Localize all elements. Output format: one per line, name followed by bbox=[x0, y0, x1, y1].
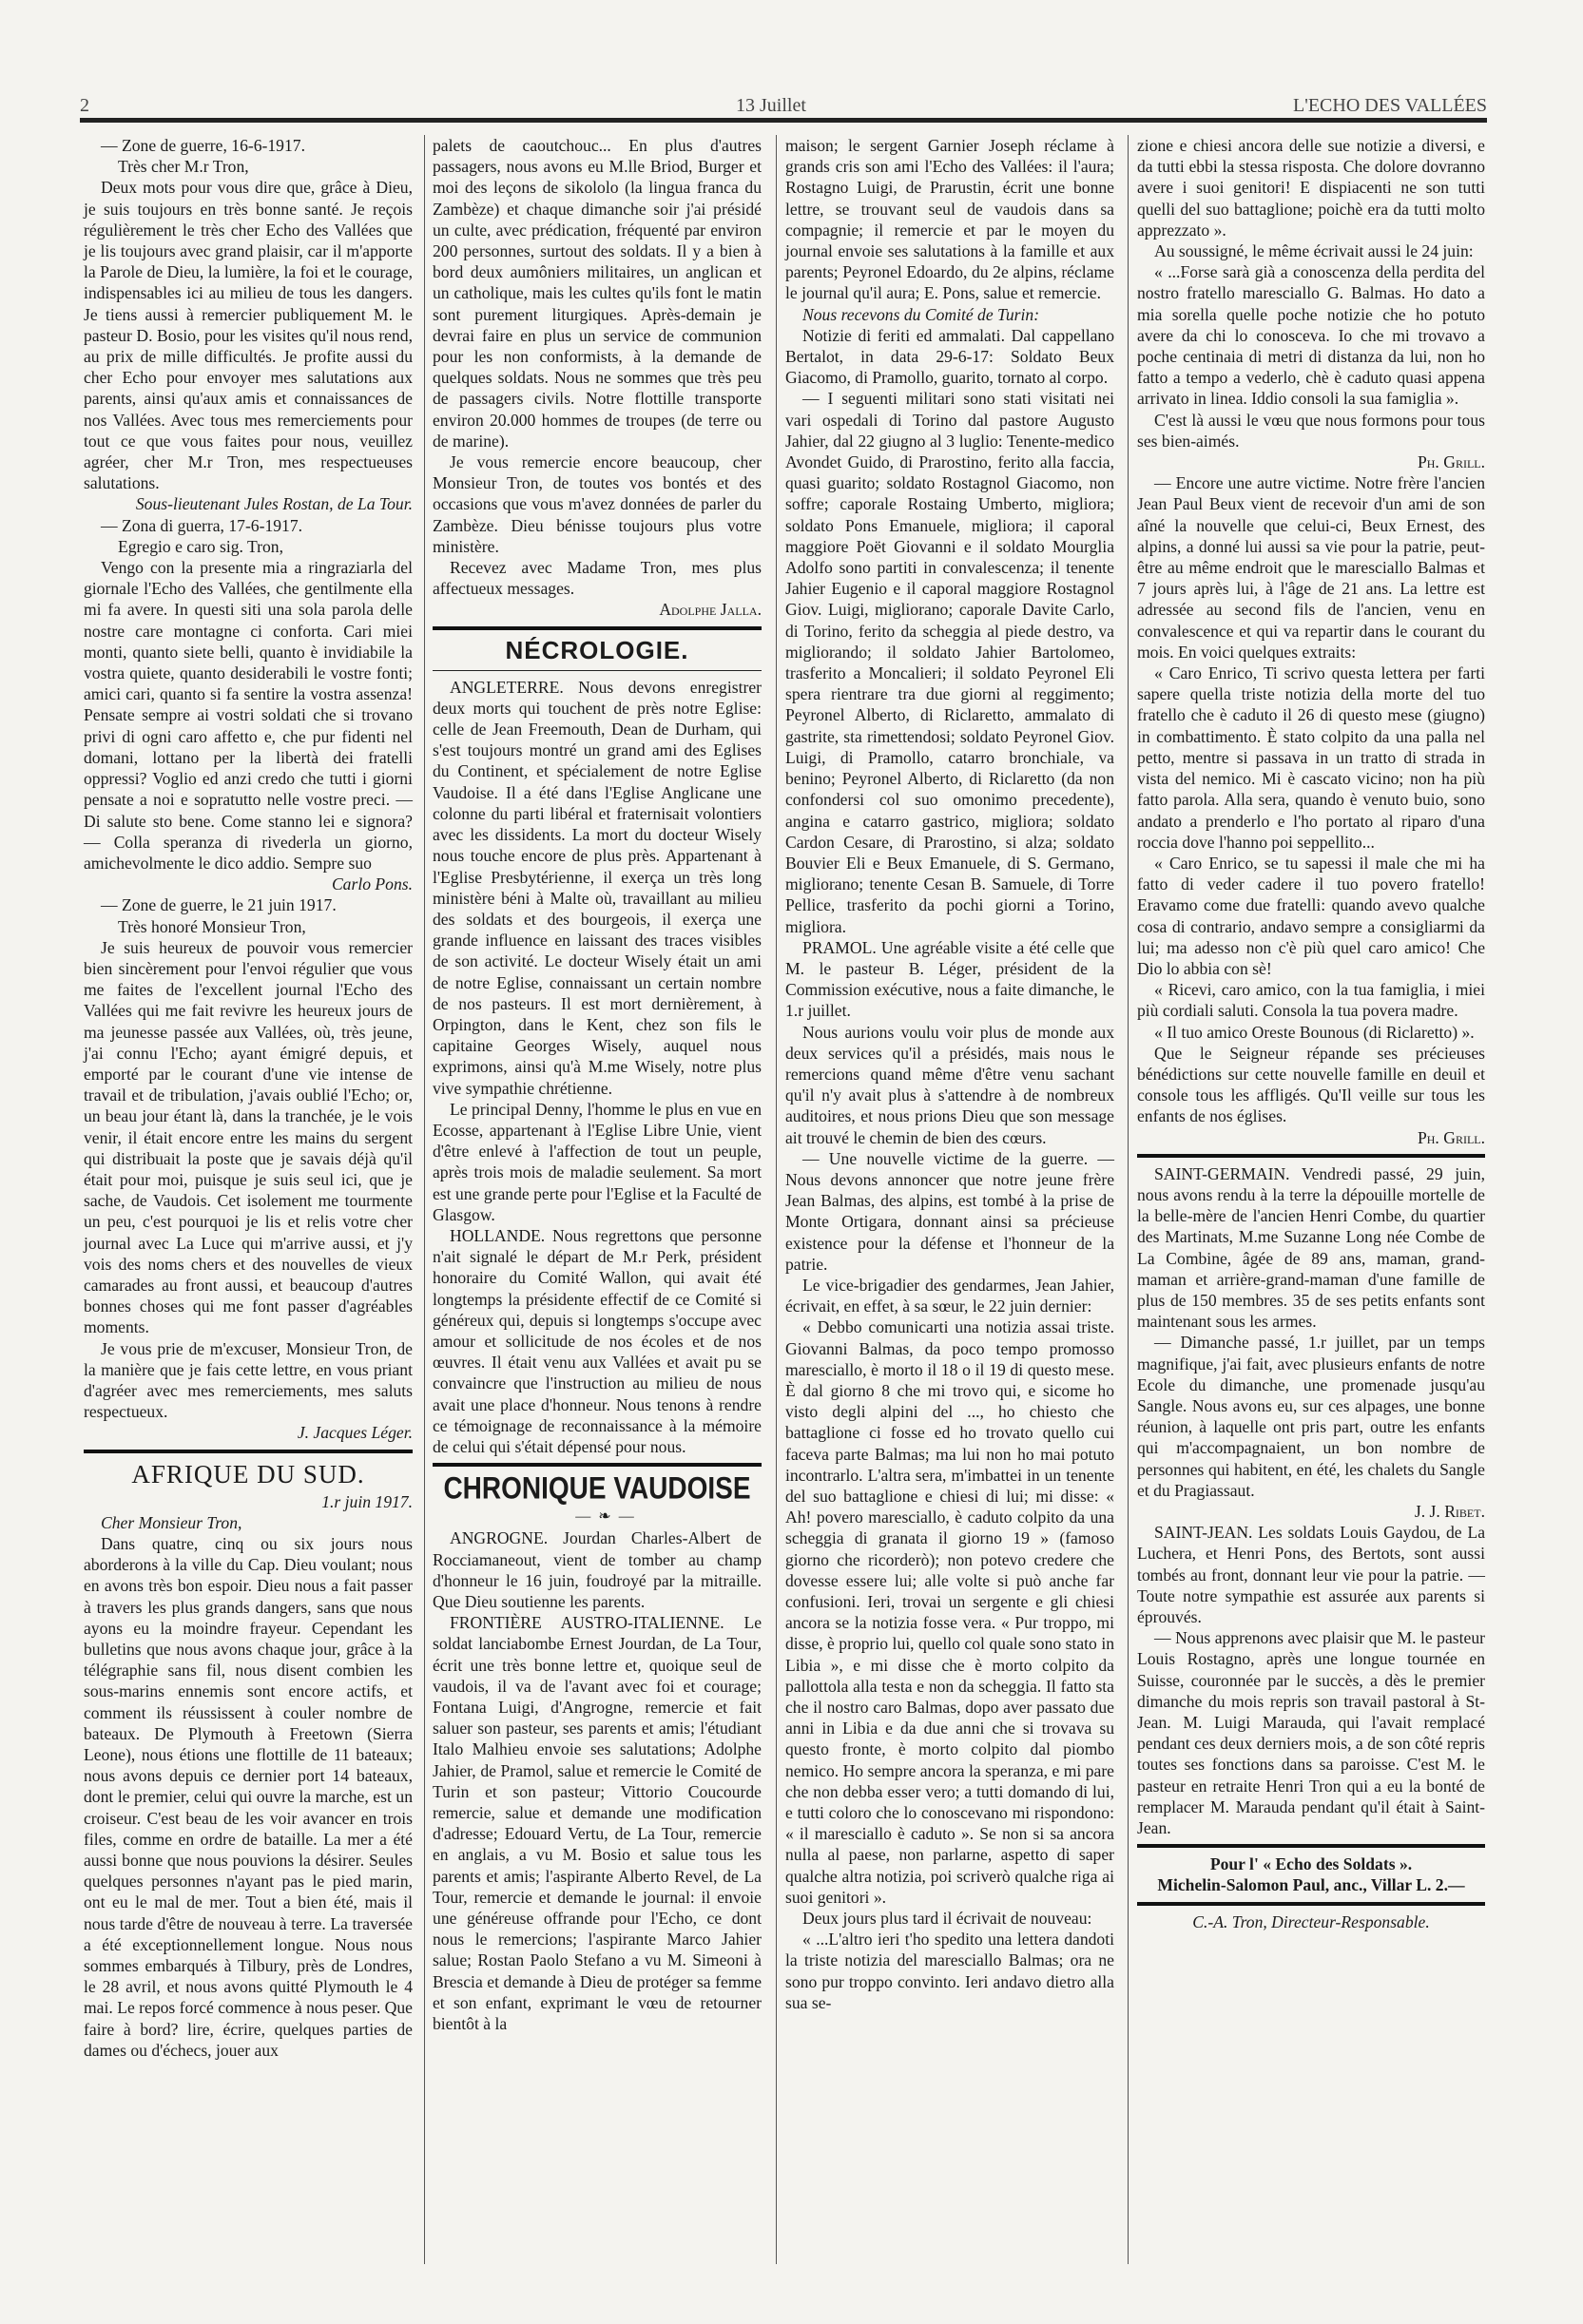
article-paragraph: Deux jours plus tard il écrivait de nouveau: bbox=[802, 1909, 1092, 1929]
article-paragraph: « ...Forse sarà già a conoscenza della perdita del nostro fratello maresciallo G. Balmas. Ho dato a mia sorella quelle poche notizie che ho potuto avere da chi lo conosceva. Io che mi trovavo a poche centinaia di metri di distanza da lui, non ho fatto a tempo a vederlo, chè è caduto quasi appena arrivato in linea. Iddio consoli la sua famiglia ». bbox=[1137, 262, 1485, 409]
article-paragraph: ANGROGNE. Jourdan Charles-Albert de Rocciamaneout, vient de tomber au champ d'honneur le 16 juin, foudroyé par la mitraille. Que Dieu soutienne les parents. bbox=[433, 1528, 762, 1611]
article-paragraph: Le principal Denny, l'homme le plus en vue en Ecosse, appartenant à l'Eglise Libre Unie, vient d'être enlevé à l'affection de tout un peuple, après trois mois de maladie seulement. Sa mort est une grande perte pour l'Eglise et la Faculté de Glasgow. bbox=[433, 1099, 762, 1224]
article-paragraph: « Caro Enrico, se tu sapessi il male che mi ha fatto di veder cadere il tuo povero fratello! Eravamo come due fratelli: quando avevo qualche cosa di contrario, andavo sempre a consigliarmi da lui; ma adesso non c'è più quel caro amico! Che Dio lo abbia con sè! bbox=[1137, 853, 1485, 978]
section-title-chronique: CHRONIQUE VAUDOISE bbox=[443, 1470, 751, 1506]
article-paragraph: ANGLETERRE. Nous devons enregistrer deux morts qui touchent de près notre Eglise: celle de Jean Freemouth, Dean de Durham, qui s'est toujours montré un grand ami des Eglises du Continent, et spécialement de notre Eglise Vaudoise. Il a été dans l'Eglise Anglicane une colonne du parti libéral et fraternisait volontiers avec les dissidents. La mort du docteur Wisely nous touche encore de plus près. Appartenant à l'Eglise Presbytérienne, il exerça un très long ministère béni à Malte où, travaillant au milieu des soldats et des bourgeois, il exerça une grande influence en laissant des traces visibles de son activité. Le docteur Wisely était un ami de notre Eglise, connaissant un certain nombre de nos pasteurs. Il est mort dernièrement, à Orpington, dans le Kent, chez son fils le capitaine Georges Wisely, auquel nous exprimons, ainsi qu'à M.me Wisely, notre plus vive sympathie chrétienne. bbox=[433, 677, 762, 1098]
article-paragraph: PRAMOL. Une agréable visite a été celle que M. le pasteur B. Léger, président de la Commission exécutive, nous a faite dimanche, le 1.r juillet. bbox=[785, 937, 1114, 1021]
page-number: 2 bbox=[80, 95, 89, 116]
letter-date: 1.r juin 1917. bbox=[321, 1491, 413, 1511]
letter-signature: J. Jacques Léger. bbox=[297, 1423, 413, 1443]
section-rule bbox=[1137, 1154, 1485, 1158]
letter-signature: Carlo Pons. bbox=[331, 874, 413, 894]
section-rule bbox=[433, 670, 762, 671]
article-paragraph: Nous aurions voulu voir plus de monde aux deux services qu'il a présidés, mais nous le remercions quand même d'être venu sachant qu'il n'y avait plus à s'attendre à de nombreux auditoires, et nous prions Dieu que son message ait trouvé le chemin de bien des cœurs. bbox=[785, 1022, 1114, 1147]
article-paragraph: — Encore une autre victime. Notre frère l'ancien Jean Paul Beux vient de recevoir d'un ami de son aîné la nouvelle que celui-ci, Beux Ernest, des alpins, a donné lui aussi sa vie pour la patrie, peut-être au même endroit que le maresciallo Balmas et 7 jours après lui, à l'âge de 21 ans. La lettre est adressée au second fils de l'ancien, venu en convalescence et qui va repartir dans le courant du mois. En voici quelques extraits: bbox=[1137, 473, 1485, 662]
page-header bbox=[80, 95, 1487, 114]
article-paragraph: Le vice-brigadier des gendarmes, Jean Jahier, écrivait, en effet, à sa sœur, le 22 juin dernier: bbox=[785, 1275, 1114, 1316]
article-paragraph: — I seguenti militari sono stati visitati nei vari ospedali di Torino dal pastore Augusto Jahier, dal 22 giugno al 3 luglio: Tenente-medico Avondet Guido, di Prarostino, ferito alla faccia, quasi guarito; soldato Rostagnol Giacomo, non soffre; caporale Rostaing Umberto, migliora; soldato Pons Emanuele, migliora; il caporal maggiore Poët Giovanni e il soldato Mourglia Adolfo sono partiti in convalescenza; il tenente Jahier Eugenio e il caporal maggiore Rostagnol Giov. Luigi, migliorano; caporale Davite Carlo, di Torino, ferito da scheggia al piede destro, va migliorando; il soldato Jahier Bartolomeo, trasferito a Moncalieri; il soldato Peyronel Eli spera rientrare tra due giorni al reggimento; Peyronel Alberto, di Riclaretto, ammalato di gastrite, sta rimettendosi; soldato Peyronel Giov. Luigi, di Pramollo, catarro bronchiale, va benino; Peyronel Alberto, di Riclaretto (da non confondersi col suo omonimo precedente), angina e catarro gastrico, migliora; soldato Cardon Cesare, di Prarostino, si alza; soldato Bouvier Eli e Beux Emanuele, di S. Germano, migliorano; tenente Cesan B. Samuele, di Torre Pellice, trasferito da pochi giorni a Torino, migliora. bbox=[785, 389, 1114, 936]
echo-title: Pour l' « Echo des Soldats ». bbox=[1209, 1854, 1413, 1874]
section-rule bbox=[1137, 1844, 1485, 1848]
letter-salutation: Très honoré Monsieur Tron, bbox=[118, 916, 306, 936]
article-paragraph: « ...L'altro ieri t'ho spedito una lettera dandoti la triste notizia del maresciallo Balmas; ora ne sono pur troppo convinto. Ieri andavo dietro alla sua se- bbox=[785, 1930, 1114, 2012]
article-paragraph: maison; le sergent Garnier Joseph réclame à grands cris son ami l'Echo des Vallées: il l'aura; Rostagno Luigi, de Prarustin, écrit une bonne lettre, se trouvant seul de vaudois dans sa compagnie; il remercie et par le moyen du journal envoie ses salutations à la famille et aux parents; Peyronel Edoardo, du 2e alpins, réclame le journal qu'il aura; E. Pons, salue et remercie. bbox=[785, 136, 1114, 303]
letter-body: Dans quatre, cinq ou six jours nous aborderons à la ville du Cap. Dieu voulant; nous en avons très bon espoir. Dieu nous a fait passer à travers les plus grands dangers, sans que nous ayons eu la moindre frayeur. Cependant les bulletins que nous avons chaque jour, grâce à la télégraphie sans fil, nous disent combien les sous-marins ennemis sont encore actifs, et comment ils réussissent à couler nombre de bateaux. De Plymouth à Freetown (Sierra Leone), nous étions une flottille de 11 bateaux; nous avons depuis ce dernier port 14 bateaux, dont le premier, celui qui ouvre la marche, est un croiseur. C'est beau de les voir avancer en trois files, comme en ordre de bataille. La mer a été aussi bonne que nous pouvions la désirer. Seules quelques personnes n'ayant pas le pied marin, ont eu le mal de mer. Tout a bien été, mais il nous tarde d'être de nouveau à terre. La traversée a été exceptionnellement longue. Nous nous sommes embarqués à Tilbury, près de Londres, le 28 avril, et nous avons quitté Plymouth le 4 mai. Le repos forcé commence à nous peser. Que faire à bord? lire, écrire, quelques parties de dames ou d'échecs, jouer aux bbox=[84, 1534, 413, 2060]
article-paragraph: SAINT-GERMAIN. Vendredi passé, 29 juin, nous avons rendu à la terre la dépouille mortelle de la belle-mère de l'ancien Henri Combe, du quartier des Martinats, M.me Suzanne Long née Combe de La Combine, âgée de 89 ans, maman, grand-maman et arrière-grand-maman d'une famille de plus de 150 membres. 35 de ses petits enfants sont maintenant sous les armes. bbox=[1137, 1163, 1485, 1332]
letter-body: Je vous prie de m'excuser, Monsieur Tron, de la manière que je fais cette lettre, en vous priant d'agréer avec mes remerciements, mes saluts respectueux. bbox=[84, 1338, 413, 1422]
article-paragraph: — Dimanche passé, 1.r juillet, par un temps magnifique, j'ai fait, avec plusieurs enfants de notre Ecole du dimanche, une promenade jusqu'au Sangle. Nous avons eu, sur ces alpages, une bonne réunion, à laquelle ont pris part, outre les enfants qui m'accompagnaient, un bon nombre de personnes qui habitent, en été, les chalets du Sangle et du Pragiassaut. bbox=[1137, 1333, 1485, 1500]
article-paragraph: Au soussigné, le même écrivait aussi le 24 juin: bbox=[1154, 241, 1474, 261]
letter-heading: — Zone de guerre, le 21 juin 1917. bbox=[101, 895, 337, 915]
letter-body: Je suis heureux de pouvoir vous remercier bien sincèrement pour l'envoi régulier que vous me faites de l'excellent journal l'Echo des Vallées qui me fait revivre les heureux jours de ma jeunesse passée aux Vallées, où, très jeune, j'ai connu l'Echo; ayant émigré depuis, et emporté par le courant d'une vie intense de travail et de tribulation, j'avais oublié l'Echo; or, un beau jour étant là, dans la tranchée, je le vois venir, il était encore entre les mains du sergent qui distribuait la poste que je savais déjà qu'il était pour moi, puisque je suis seul ici, que je sache, de Vaudois. Cet isolement me tourmente un peu, c'est pourquoi je lis et relis votre cher journal avec La Luce qui m'arrive aussi, et j'y vois des noms chers et des nouvelles de vieux camarades au front aussi, et beaucoup d'autres bonnes choses qui me font passer d'agréables moments. bbox=[84, 937, 413, 1337]
letter-signature: Sous-lieutenant Jules Rostan, de La Tour. bbox=[135, 494, 413, 514]
header-masthead: L'ECHO DES VALLÉES bbox=[1293, 95, 1487, 116]
article-signature: Ph. Grill. bbox=[1417, 452, 1485, 472]
column-4 bbox=[1137, 135, 1485, 1932]
section-title-necrologie: NÉCROLOGIE. bbox=[505, 635, 689, 664]
section-rule bbox=[433, 1463, 762, 1467]
article-paragraph: SAINT-JEAN. Les soldats Louis Gaydou, de La Luchera, et Henri Pons, des Bertots, sont aussi tombés au front, donnant leur vie pour la patrie. — Toute notre sympathie est assurée aux parents si éprouvés. bbox=[1137, 1523, 1485, 1627]
letter-salutation: Très cher M.r Tron, bbox=[118, 157, 249, 177]
article-paragraph: Nous recevons du Comité de Turin: bbox=[802, 304, 1040, 324]
section-title-afrique: AFRIQUE DU SUD. bbox=[131, 1459, 365, 1489]
director-line: C.-A. Tron, Directeur-Responsable. bbox=[1192, 1911, 1430, 1931]
article-paragraph: C'est là aussi le vœu que nous formons pour tous ses bien-aimés. bbox=[1137, 410, 1485, 451]
section-rule bbox=[1137, 1902, 1485, 1906]
article-signature: J. J. Ribet. bbox=[1414, 1502, 1485, 1521]
article-paragraph: « Caro Enrico, Ti scrivo questa lettera per farti sapere quella triste notizia della morte del tuo fratello che è caduto il 26 di questo mese (giugno) in combattimento. È stato colpito da una palla nel petto, mentre si passava in un tratto di strada in vista del nemico. Mi è cascato vicino; non ha più fatto parola. Alla sera, quando è venuto buio, sono andato a prenderlo e l'ho portato al riparo d'una roccia dove l'hanno poi seppellito... bbox=[1137, 663, 1485, 852]
letter-body: Deux mots pour vous dire que, grâce à Dieu, je suis toujours en très bonne santé. Je reçois régulièrement le très cher Echo des Vallées que je lis toujours avec grand plaisir, car il m'apporte la Parole de Dieu, la lumière, la foi et le courage, indispensables ici au milieu de tous les dangers. Je tiens aussi à remercier publiquement M. le pasteur D. Bosio, pour les visites qu'il nous rend, au prix de mille difficultés. Je profite aussi du cher Echo pour envoyer mes salutations aux parents, ainsi qu'aux amis et connaissances de nos Vallées. Avec tous mes remerciements pour tout ce que vous faites pour nous, veuillez agréer, cher M.r Tron, mes respectueuses salutations. bbox=[84, 178, 413, 493]
article-paragraph: — Nous apprenons avec plaisir que M. le pasteur Louis Rostagno, après une longue tournée en Suisse, couronnée par le succès, a dès le premier dimanche du mois repris son travail pastoral à St-Jean. M. Luigi Marauda, qui l'avait remplacé pendant ces deux derniers mois, a de son côté repris toutes ses fonctions dans sa paroisse. C'est M. le pasteur en retraite Henri Tron qui a eu la bonté de remplacer M. Marauda pendant qu'il était à Saint-Jean. bbox=[1137, 1628, 1485, 1838]
article-paragraph: zione e chiesi ancora delle sue notizie a diversi, e da tutti ebbi la stessa risposta. Che dolore dovranno avere i suoi genitori! E dispiacenti ne son tutti quelli del suo battaglione; poichè era da tutti molto apprezzato ». bbox=[1137, 136, 1485, 240]
letter-heading: — Zone de guerre, 16-6-1917. bbox=[101, 136, 305, 155]
article-signature: Ph. Grill. bbox=[1417, 1127, 1485, 1147]
section-rule bbox=[433, 626, 762, 630]
article-paragraph: « Il tuo amico Oreste Bounous (di Riclaretto) ». bbox=[1154, 1022, 1475, 1042]
letter-body: Je vous remercie encore beaucoup, cher Monsieur Tron, de toutes vos bontés et des occasions que vous m'avez données de parler du Zambèze. Dieu bénisse toujours plus votre ministère. bbox=[433, 452, 762, 556]
ornament-icon: — ❧ — bbox=[575, 1508, 636, 1526]
letter-salutation: Egregio e caro sig. Tron, bbox=[118, 536, 283, 556]
article-paragraph: « Ricevi, caro amico, con la tua famiglia, i miei più cordiali saluti. Consola la tua povera madre. bbox=[1137, 980, 1485, 1021]
column-divider bbox=[776, 135, 777, 2264]
column-3 bbox=[785, 135, 1114, 2013]
section-rule bbox=[84, 1450, 413, 1453]
article-paragraph: Notizie di feriti ed ammalati. Dal cappellano Bertalot, in data 29-6-17: Soldato Beux Giacomo, di Pramollo, guarito, tornato al corpo. bbox=[785, 325, 1114, 388]
column-divider bbox=[1128, 135, 1129, 2264]
article-paragraph: « Debbo comunicarti una notizia assai triste. Giovanni Balmas, da poco tempo promosso maresciallo, è morto il 18 o il 19 di questo mese. È dal giorno 8 che mi trovo qui, e sicome ho visto degli alpini del ..., ho chiesto che battaglione ci fosse ed ho trovato quello cui faceva parte Balmas; ma lui non ho mai potuto incontrarlo. L'altra sera, m'imbattei in un tenente del suo battaglione e chiesi di lui; mi disse: « Ah! povero maresciallo, è caduto colpito da una scheggia di granata il giorno 19 » (famoso giorno che ricorderò); non potevo credere che dovesse essere lui; alle volte si può anche far confusioni. Ieri, trovai un sergente e gli chiesi ancora se la notizia fosse vera. « Pur troppo, mi disse, è proprio lui, quello col quale sono stato in Libia », e mi disse che è morto colpito da pallottola alla testa e non da scheggia. Il fatto sta che il nostro caro Balmas, dopo aver passato due anni in Libia e da due anni che si trovava su questo fronte, è morto colpito dal piombo nemico. Ho sempre ancora la speranza, e mi pare che non debba esser vero; a tutti domando di lui, e tutti coloro che lo conoscevano mi rispondono: « il maresciallo è caduto ». Se non si sa ancora nulla al paese, non parlarne, aspetto di saper qualche altra notizia, poi scriverò qualche riga ai suoi genitori ». bbox=[785, 1317, 1114, 1907]
header-date: 13 Juillet bbox=[736, 95, 806, 116]
column-divider bbox=[424, 135, 425, 2264]
column-2 bbox=[433, 135, 762, 2034]
column-1 bbox=[84, 135, 413, 2061]
letter-body: Recevez avec Madame Tron, mes plus affectueux messages. bbox=[433, 558, 762, 599]
letter-signature: Adolphe Jalla. bbox=[659, 600, 762, 620]
letter-body: Vengo con la presente mia a ringraziarla del giornale l'Echo des Vallées, che gentilmente ella mi fa avere. In questi siti una sola parola delle nostre care montagne ci conforta. Cari miei monti, quanto siete belli, quanto è invidiabile la vostra quiete, quanto desiderabili le vostre fonti; amici cari, quanto si fa sentire la vostra assenza! Pensate sempre ai vostri soldati che si trovano privi di ogni caro affetto e, che pur fidenti nel domani, lottano per la libertà dei fratelli oppressi? Voglio ed anzi credo che tutti i giorni pensate a noi e sopratutto nelle vostre preci. — Di salute sto bene. Come stanno lei e signora? — Colla speranza di rivederla un giorno, amichevolmente le dico addio. Sempre suo bbox=[84, 558, 413, 873]
article-paragraph: HOLLANDE. Nous regrettons que personne n'ait signalé le départ de M.r Perk, président honoraire du Comité Wallon, qui avait été longtemps la présidente effectif de ce Comité si généreux qui, depuis si longtemps s'occupe avec amour et sollicitude de nos écoles et de nos œuvres. Il était venu aux Vallées et avait pu se convaincre que l'instruction au milieu de nous avait une place d'honneur. Nous tenons à rendre ce témoignage de reconnaissance à la mémoire de celui qui s'était dépensé pour nous. bbox=[433, 1225, 762, 1456]
header-rule bbox=[80, 118, 1487, 123]
letter-heading: — Zona di guerra, 17-6-1917. bbox=[101, 515, 303, 535]
letter-salutation: Cher Monsieur Tron, bbox=[101, 1512, 242, 1532]
article-paragraph: — Une nouvelle victime de la guerre. — Nous devons annoncer que notre jeune frère Jean Balmas, des alpins, est tombé à la prise de Monte Ortigara, donnant ainsi sa précieuse existence pour la défense et l'honneur de la patrie. bbox=[785, 1148, 1114, 1274]
letter-body: palets de caoutchouc... En plus d'autres passagers, nous avons eu M.lle Briod, Burger et moi des leçons de sikololo (la lingua franca du Zambèze) et chaque dimanche soir j'ai présidé un culte, avec prédication, fréquenté par environ 200 personnes, surtout des soldats. Il y a bien à bord deux aumôniers militaires, un anglican et un catholique, mais les cultes qu'ils font le matin sont purement liturgiques. Après-demain je devrai faire en plus un service de communion pour les non conformists, à la demande de quelques soldats. Nous ne sommes que très peu de passagers civils. Notre flottille transporte environ 20.000 hommes de troupes (de terre ou de marine). bbox=[433, 136, 762, 451]
article-paragraph: Que le Seigneur répande ses précieuses bénédictions sur cette nouvelle famille en deuil et console tous les affligés. Qu'Il veille sur tous les enfants de nos églises. bbox=[1137, 1043, 1485, 1126]
article-paragraph: FRONTIÈRE AUSTRO-ITALIENNE. Le soldat lanciabombe Ernest Jourdan, de La Tour, écrit une très bonne lettre et, quoique seul de vaudois, il va de l'avant avec foi et courage; Fontana Luigi, d'Angrogne, remercie et fait saluer son pasteur, ses parents et amis; l'étudiant Italo Malhieu envoie ses salutations; Adolphe Jahier, de Pramol, salue et remercie le Comité de Turin et son pasteur; Vittorio Coucourde remercie, salue et demande une modification d'adresse; Edouard Vertu, de La Tour, remercie en anglais, a vu M. Bosio et salue tous les parents et amis; l'aspirante Alberto Revel, de La Tour, remercie et demande le journal: il envoie une généreuse offrande pour l'Echo, ce dont nous le remercions; l'aspirante Marco Jahier salue; Rostan Paolo Stefano a vu M. Simeoni à Brescia et demande à Dieu de protéger sa femme et son enfant, exprimant le vœu de retourner bientôt à la bbox=[433, 1613, 762, 2034]
echo-donation-line: Michelin-Salomon Paul, anc., Villar L. 2.— bbox=[1157, 1875, 1465, 1895]
